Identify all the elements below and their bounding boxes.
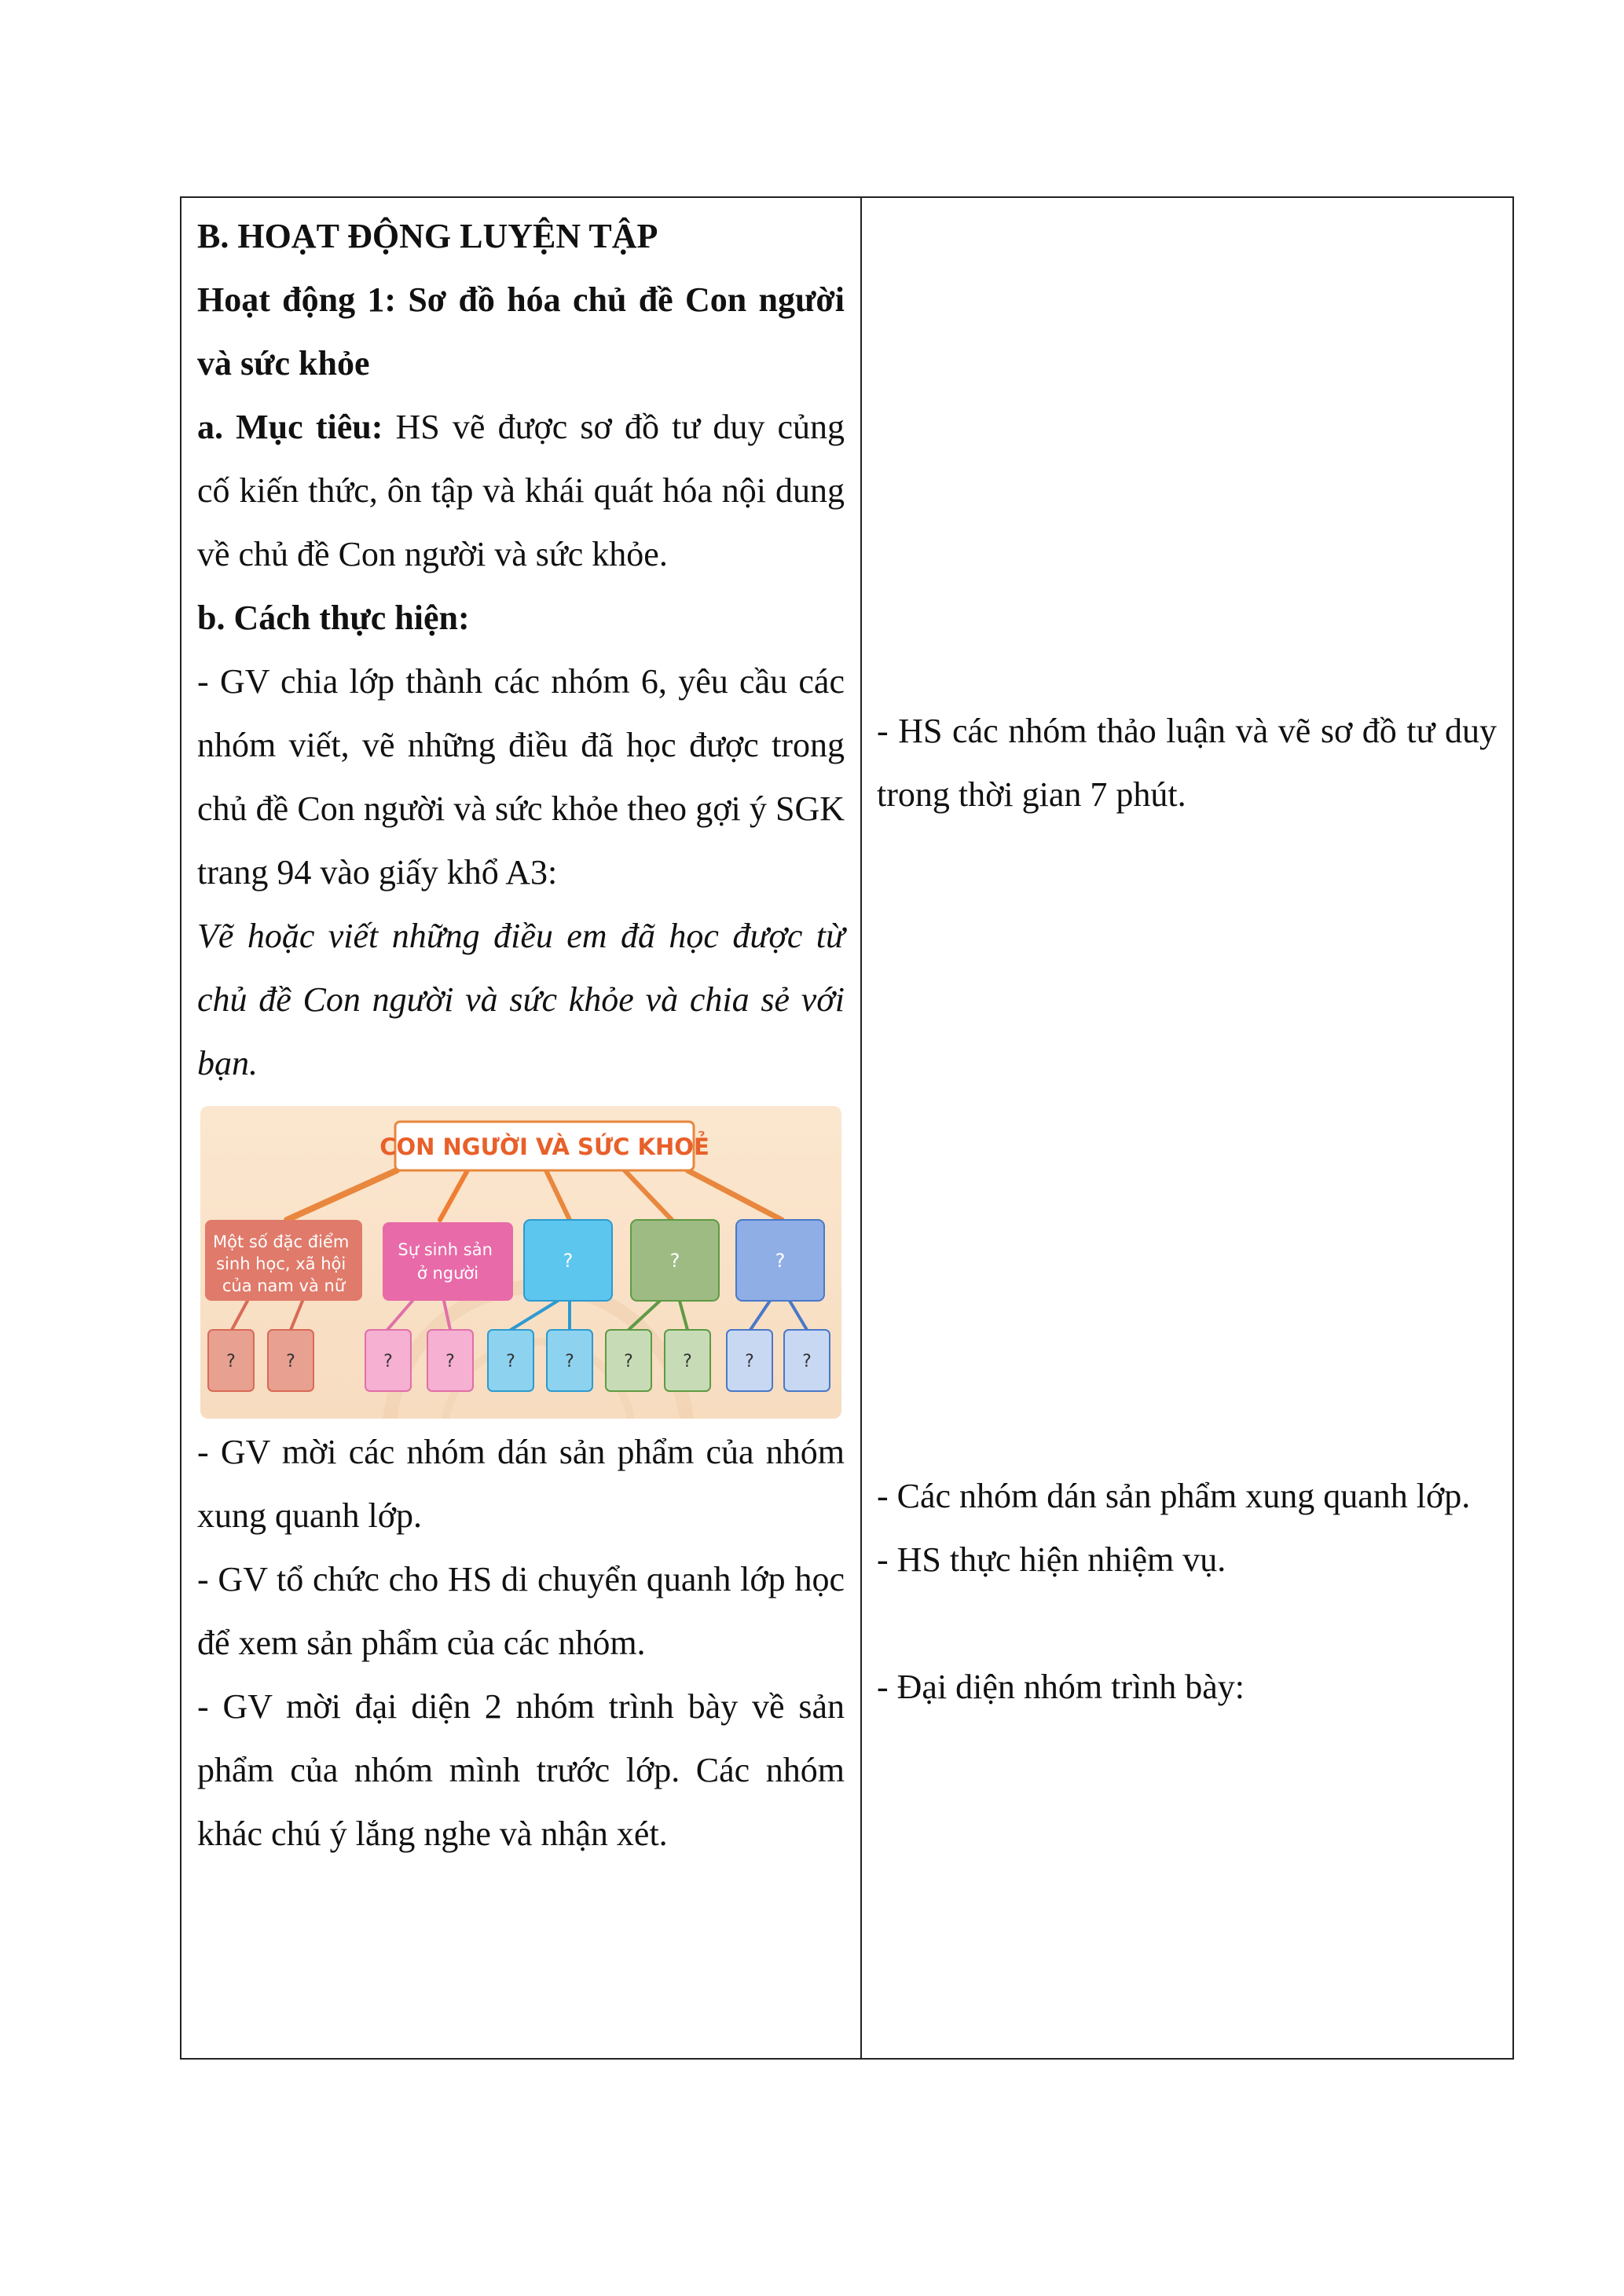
- leaf-7-label: ?: [624, 1352, 633, 1371]
- leaf-8-label: ?: [683, 1352, 692, 1371]
- leaf-2-label: ?: [286, 1352, 295, 1371]
- node-unknown-blue-label: ?: [563, 1250, 574, 1272]
- step-2: - GV mời các nhóm dán sản phẩm của nhóm xung quanh lớp.: [197, 1433, 845, 1535]
- leaf-4-label: ?: [445, 1352, 455, 1371]
- node-unknown-purple-label: ?: [775, 1250, 786, 1272]
- step-4: - GV mời đại diện 2 nhóm trình bày về sản phẩm của nhóm mình trước lớp. Các nhóm khác chú ý lắng nghe và nhận xét.: [197, 1687, 845, 1853]
- leaf-10-label: ?: [802, 1352, 812, 1371]
- right-block-2: [877, 1464, 1497, 1719]
- objective: [197, 395, 845, 586]
- student-post: - Các nhóm dán sản phẩm xung quanh lớp.: [877, 1477, 1471, 1515]
- leaf-6-label: ?: [565, 1352, 574, 1371]
- lesson-table: [180, 196, 1514, 2060]
- right-block-1: [877, 699, 1497, 826]
- node-sex-characteristics-label: Một số đặc điểm sinh học, xã hội của nam và nữ: [213, 1232, 350, 1295]
- diagram-title: CON NGƯỜI VÀ SỨC KHOẺ: [379, 1133, 709, 1160]
- node-unknown-green-label: ?: [669, 1250, 680, 1272]
- prompt-text: Vẽ hoặc viết những điều em đã học được từ chủ đề Con người và sức khỏe và chia sẻ với bạn.: [197, 917, 845, 1082]
- step-3: - GV tổ chức cho HS di chuyển quanh lớp học để xem sản phẩm của các nhóm.: [197, 1560, 845, 1662]
- mind-map-diagram: [200, 1106, 841, 1419]
- student-do-task: - HS thực hiện nhiệm vụ.: [877, 1540, 1226, 1579]
- step-1: - GV chia lớp thành các nhóm 6, yêu cầu các nhóm viết, vẽ những điều đã học được trong chủ đề Con người và sức khỏe theo gợi ý SGK trang 94 vào giấy khổ A3:: [197, 662, 845, 892]
- leaf-9-label: ?: [745, 1352, 754, 1371]
- leaf-1-label: ?: [226, 1352, 236, 1371]
- node-reproduction: [383, 1222, 513, 1301]
- objective-text: HS vẽ được sơ đồ tư duy củng cố kiến thức, ôn tập và khái quát hóa nội dung về chủ đề Con người và sức khỏe.: [197, 408, 845, 573]
- student-present: - Đại diện nhóm trình bày:: [877, 1668, 1245, 1706]
- leaf-5-label: ?: [506, 1352, 515, 1371]
- teacher-activities-column: [181, 198, 862, 2058]
- objective-label: a. Mục tiêu:: [197, 408, 383, 446]
- node-reproduction-label: Sự sinh sản ở người: [398, 1240, 493, 1283]
- method-label: b. Cách thực hiện:: [197, 599, 470, 637]
- leaf-3-label: ?: [383, 1352, 393, 1371]
- student-discuss: - HS các nhóm thảo luận và vẽ sơ đồ tư duy trong thời gian 7 phút.: [877, 712, 1497, 814]
- student-activities-column: [862, 198, 1512, 2058]
- activity-title: Hoạt động 1: Sơ đồ hóa chủ đề Con người và sức khỏe: [197, 280, 845, 383]
- section-title: B. HOẠT ĐỘNG LUYỆN TẬP: [197, 217, 658, 255]
